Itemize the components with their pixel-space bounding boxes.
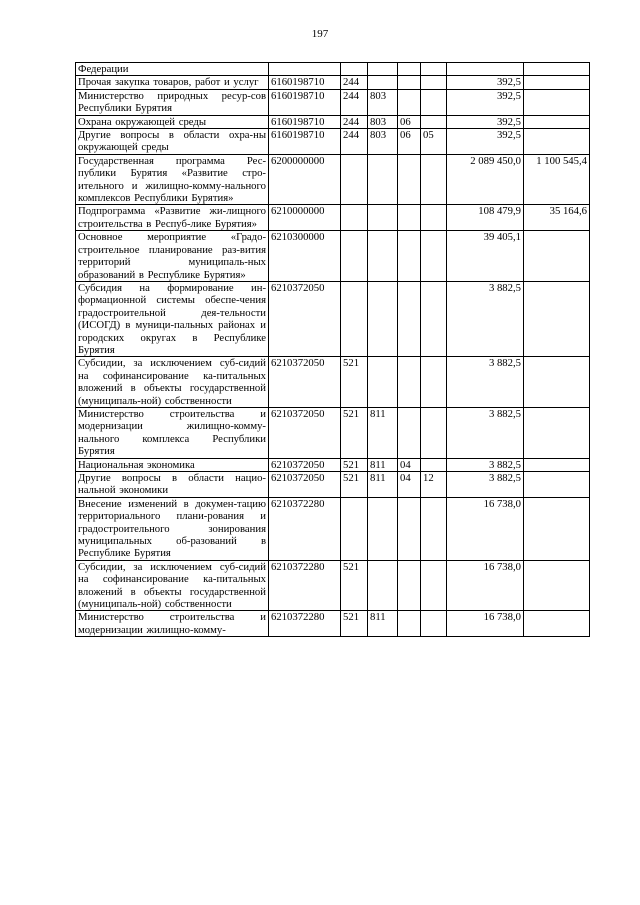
target-article-code — [269, 63, 341, 76]
amount-1 — [447, 63, 524, 76]
target-article-code: 6210372280 — [269, 497, 341, 560]
section-code — [398, 76, 421, 89]
amount-2 — [524, 407, 590, 458]
amount-1: 3 882,5 — [447, 458, 524, 471]
target-article-code: 6160198710 — [269, 76, 341, 89]
target-article-code: 6210000000 — [269, 205, 341, 231]
table-row — [76, 560, 590, 611]
amount-1: 16 738,0 — [447, 560, 524, 611]
target-article-code: 6160198710 — [269, 115, 341, 128]
amount-2 — [524, 357, 590, 408]
subsection-code — [421, 611, 447, 637]
target-article-code: 6210372280 — [269, 560, 341, 611]
amount-2 — [524, 611, 590, 637]
amount-2 — [524, 129, 590, 155]
subsection-code — [421, 231, 447, 282]
target-article-code: 6160198710 — [269, 129, 341, 155]
row-name: Внесение изменений в докумен-тацию территориального плани-рования и градостроительного зонирования муниципальных об-разований в Республике Бурятия — [76, 497, 269, 560]
expense-type-code: 521 — [341, 357, 368, 408]
table-row — [76, 154, 590, 205]
amount-1: 3 882,5 — [447, 407, 524, 458]
administrator-code: 803 — [368, 89, 398, 115]
amount-1: 108 479,9 — [447, 205, 524, 231]
amount-1: 3 882,5 — [447, 472, 524, 498]
row-name: Министерство строительства и модернизации жилищно-комму- — [76, 611, 269, 637]
subsection-code — [421, 89, 447, 115]
administrator-code: 811 — [368, 472, 398, 498]
target-article-code: 6210372050 — [269, 357, 341, 408]
administrator-code — [368, 357, 398, 408]
row-name: Охрана окружающей среды — [76, 115, 269, 128]
target-article-code: 6210372050 — [269, 407, 341, 458]
row-name: Другие вопросы в области охра-ны окружающей среды — [76, 129, 269, 155]
amount-2 — [524, 89, 590, 115]
expense-type-code: 244 — [341, 115, 368, 128]
amount-1: 16 738,0 — [447, 611, 524, 637]
expense-type-code — [341, 154, 368, 205]
page-number: 197 — [311, 28, 329, 40]
amount-1: 39 405,1 — [447, 231, 524, 282]
row-name: Субсидии, за исключением суб-сидий на софинансирование ка-питальных вложений в объекты государственной (муниципаль-ной) собственности — [76, 357, 269, 408]
table-row — [76, 281, 590, 356]
amount-1: 3 882,5 — [447, 357, 524, 408]
administrator-code: 811 — [368, 458, 398, 471]
expense-type-code — [341, 497, 368, 560]
row-name: Другие вопросы в области нацио-нальной экономики — [76, 472, 269, 498]
subsection-code — [421, 115, 447, 128]
target-article-code: 6200000000 — [269, 154, 341, 205]
administrator-code: 811 — [368, 407, 398, 458]
target-article-code: 6210300000 — [269, 231, 341, 282]
amount-2 — [524, 472, 590, 498]
administrator-code — [368, 63, 398, 76]
subsection-code — [421, 281, 447, 356]
expense-type-code: 244 — [341, 129, 368, 155]
table-row — [76, 63, 590, 76]
table-row — [76, 231, 590, 282]
target-article-code: 6160198710 — [269, 89, 341, 115]
amount-1: 392,5 — [447, 76, 524, 89]
expense-type-code: 521 — [341, 458, 368, 471]
amount-1: 3 882,5 — [447, 281, 524, 356]
amount-2 — [524, 76, 590, 89]
administrator-code — [368, 76, 398, 89]
row-name: Субсидия на формирование ин-формационной системы обеспе-чения градостроительной дея-тельности (ИСОГД) в муници-пальных районах и городских округах в Республике Бурятия — [76, 281, 269, 356]
subsection-code — [421, 497, 447, 560]
subsection-code — [421, 76, 447, 89]
subsection-code — [421, 154, 447, 205]
target-article-code: 6210372050 — [269, 281, 341, 356]
row-name: Федерации — [76, 63, 269, 76]
table-row — [76, 115, 590, 128]
target-article-code: 6210372050 — [269, 458, 341, 471]
section-code: 04 — [398, 472, 421, 498]
row-name: Национальная экономика — [76, 458, 269, 471]
administrator-code — [368, 497, 398, 560]
subsection-code — [421, 458, 447, 471]
target-article-code: 6210372050 — [269, 472, 341, 498]
expense-type-code — [341, 205, 368, 231]
section-code — [398, 497, 421, 560]
section-code — [398, 154, 421, 205]
amount-1: 16 738,0 — [447, 497, 524, 560]
expense-type-code: 244 — [341, 89, 368, 115]
table-row — [76, 205, 590, 231]
row-name: Министерство природных ресур-сов Республики Бурятия — [76, 89, 269, 115]
section-code — [398, 281, 421, 356]
amount-1: 2 089 450,0 — [447, 154, 524, 205]
amount-2: 35 164,6 — [524, 205, 590, 231]
amount-1: 392,5 — [447, 115, 524, 128]
amount-2: 1 100 545,4 — [524, 154, 590, 205]
section-code — [398, 89, 421, 115]
section-code — [398, 560, 421, 611]
amount-1: 392,5 — [447, 89, 524, 115]
amount-2 — [524, 231, 590, 282]
administrator-code: 803 — [368, 115, 398, 128]
administrator-code — [368, 281, 398, 356]
expense-type-code: 521 — [341, 560, 368, 611]
table-row — [76, 458, 590, 471]
row-name: Основное мероприятие «Градо-строительное планирование раз-вития территорий муниципаль-ных образований в Республике Бурятия» — [76, 231, 269, 282]
administrator-code: 803 — [368, 129, 398, 155]
section-code — [398, 205, 421, 231]
row-name: Государственная программа Рес-публики Бурятия «Развитие стро-ительного и жилищно-комму-нального комплексов Республики Бурятия» — [76, 154, 269, 205]
section-code — [398, 357, 421, 408]
subsection-code — [421, 357, 447, 408]
expense-type-code — [341, 281, 368, 356]
administrator-code: 811 — [368, 611, 398, 637]
section-code — [398, 231, 421, 282]
subsection-code — [421, 205, 447, 231]
budget-table — [75, 62, 590, 637]
subsection-code — [421, 407, 447, 458]
section-code — [398, 611, 421, 637]
expense-type-code: 521 — [341, 407, 368, 458]
expense-type-code: 244 — [341, 76, 368, 89]
table-row — [76, 89, 590, 115]
section-code — [398, 63, 421, 76]
subsection-code: 05 — [421, 129, 447, 155]
amount-2 — [524, 63, 590, 76]
table-row — [76, 472, 590, 498]
expense-type-code — [341, 231, 368, 282]
administrator-code — [368, 205, 398, 231]
administrator-code — [368, 231, 398, 282]
table-row — [76, 407, 590, 458]
amount-2 — [524, 281, 590, 356]
expense-type-code: 521 — [341, 472, 368, 498]
expense-type-code — [341, 63, 368, 76]
amount-1: 392,5 — [447, 129, 524, 155]
amount-2 — [524, 560, 590, 611]
subsection-code: 12 — [421, 472, 447, 498]
section-code: 06 — [398, 129, 421, 155]
table-row — [76, 497, 590, 560]
expense-type-code: 521 — [341, 611, 368, 637]
section-code — [398, 407, 421, 458]
amount-2 — [524, 458, 590, 471]
row-name: Министерство строительства и модернизации жилищно-комму-нального комплекса Республики Бурятия — [76, 407, 269, 458]
table-row — [76, 611, 590, 637]
row-name: Субсидии, за исключением суб-сидий на софинансирование ка-питальных вложений в объекты государственной (муниципаль-ной) собственности — [76, 560, 269, 611]
subsection-code — [421, 63, 447, 76]
table-row — [76, 129, 590, 155]
row-name: Прочая закупка товаров, работ и услуг — [76, 76, 269, 89]
table-row — [76, 76, 590, 89]
subsection-code — [421, 560, 447, 611]
amount-2 — [524, 497, 590, 560]
row-name: Подпрограмма «Развитие жи-лищного строительства в Респуб-лике Бурятия» — [76, 205, 269, 231]
target-article-code: 6210372280 — [269, 611, 341, 637]
administrator-code — [368, 560, 398, 611]
section-code: 06 — [398, 115, 421, 128]
amount-2 — [524, 115, 590, 128]
administrator-code — [368, 154, 398, 205]
table-row — [76, 357, 590, 408]
section-code: 04 — [398, 458, 421, 471]
